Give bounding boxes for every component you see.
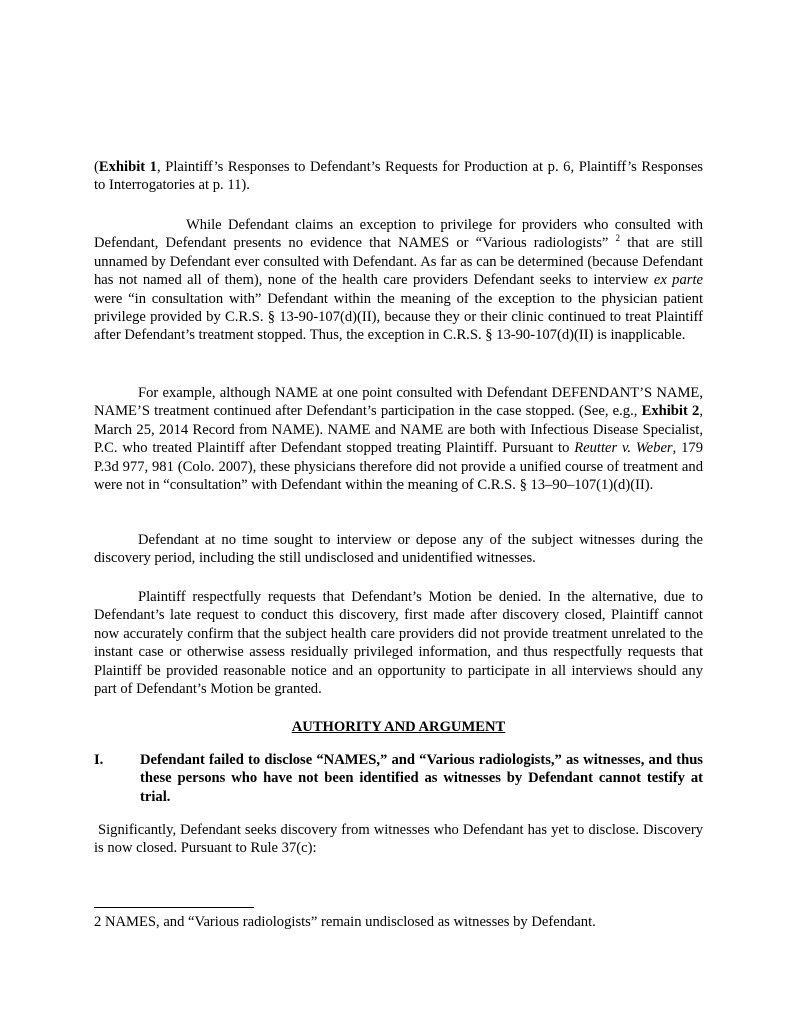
footnote-2: 2 NAMES, and “Various radiologists” remain undisclosed as witnesses by Defendant.: [94, 914, 596, 930]
ex-parte-term: ex parte: [653, 272, 703, 289]
p3-text-2: , March 25, 2014 Record from NAME). NAME and NAME are both with Infectious Disease Specialist, P.C. who treated Plaintiff after Defendant stopped treating Plaintiff. Pursuant to: [94, 403, 703, 457]
footnote-divider: [94, 907, 254, 908]
section-number: I.: [94, 752, 104, 768]
p2-text-1: While Defendant claims an exception to privilege for providers who consulted with Defendant, Defendant presents no evidence that NAMES or “Various radiologists”: [94, 217, 703, 252]
p2-text-2: that are still unnamed by Defendant ever consulted with Defendant. As far as can be determined (because Defendant has not named all of them), none of the health care providers Defendant seeks to interview: [94, 235, 703, 289]
paragraph-request-denial: Plaintiff respectfully requests that Defendant’s Motion be denied. In the alternative, due to Defendant’s late request to conduct this discovery, first made after discovery closed, Plaintiff cannot now accurately confirm that the subject health care providers did not provide treatment unrelated to the instant case or otherwise assess residually privileged information, and thus respectfully requests that Plaintiff be provided reasonable notice and an opportunity to participate in all interviews should any part of Defendant’s Motion be granted.: [94, 589, 703, 698]
section-i-heading: [94, 751, 703, 806]
paragraph-example: [94, 384, 703, 494]
section-i-text: Defendant failed to disclose “NAMES,” and “Various radiologists,” as witnesses, and thus these persons who have not been identified as witnesses by Defendant cannot testify at trial.: [140, 752, 703, 805]
exhibit-2-label: Exhibit 2: [641, 403, 700, 420]
p3-text-1: For example, although NAME at one point consulted with Defendant DEFENDANT’S NAME, NAME’S treatment continued after Defendant’s participation in the case stopped. (See, e.g.,: [94, 385, 703, 420]
paragraph-exhibit-1-citation: [94, 158, 703, 195]
exhibit-1-label: Exhibit 1: [98, 159, 157, 175]
case-citation: Reutter v. Weber: [574, 440, 673, 457]
open-paren: (: [94, 159, 99, 175]
p3-text-3: , 179 P.3d 977, 981 (Colo. 2007), these physicians therefore did not provide a unified course of treatment and were not in “consultation” with Defendant within the meaning of C.R.S. § 13–90–107(1)(d)(II).: [94, 440, 703, 494]
p2-text-3: were “in consultation with” Defendant within the meaning of the exception to the physician patient privilege provided by C.R.S. § 13-90-107(d)(II), because they or their clinic continued to treat Plaintiff after Defendant’s treatment stopped. Thus, the exception in C.R.S. § 13-90-107(d)(II) is inapplicable.: [94, 290, 703, 344]
exhibit-1-text: , Plaintiff’s Responses to Defendant’s Requests for Production at p. 6, Plaintiff’s Responses to Interrogatories at p. 11).: [94, 159, 703, 194]
paragraph-rule-37: Significantly, Defendant seeks discovery from witnesses who Defendant has yet to disclose. Discovery is now closed. Pursuant to Rule 37(c):: [94, 822, 703, 857]
paragraph-privilege-exception: [94, 216, 703, 345]
section-heading-authority: AUTHORITY AND ARGUMENT: [291, 719, 506, 735]
footnote-reference: 2: [615, 233, 621, 244]
paragraph-no-interview: Defendant at no time sought to interview or depose any of the subject witnesses during the discovery period, including the still undisclosed and unidentified witnesses.: [94, 532, 703, 567]
